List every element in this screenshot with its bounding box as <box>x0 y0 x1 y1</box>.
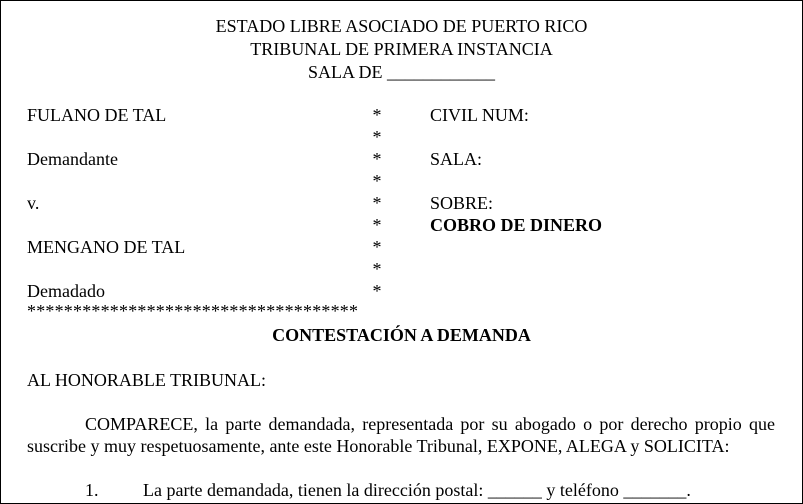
court-header-line-1: ESTADO LIBRE ASOCIADO DE PUERTO RICO <box>215 16 588 36</box>
caption-separator: ************************************ <box>27 301 359 321</box>
sobre-label: SOBRE: <box>430 193 494 213</box>
court-header-line-2: TRIBUNAL DE PRIMERA INSTANCIA <box>250 39 553 59</box>
defendant-name: MENGANO DE TAL <box>27 237 186 257</box>
plaintiff-name: FULANO DE TAL <box>27 105 167 125</box>
sala-label: SALA: <box>430 149 483 169</box>
caption-star: * <box>372 193 382 213</box>
sobre-value: COBRO DE DINERO <box>430 215 603 235</box>
plaintiff-role: Demandante <box>27 149 118 169</box>
salutation: AL HONORABLE TRIBUNAL: <box>27 370 266 390</box>
caption-star: * <box>372 237 382 257</box>
intro-paragraph: COMPARECE, la parte demandada, representada por su abogado o por derecho propio que suscribe y muy respetuosamente, ante este Honorable Tribunal, EXPONE, ALEGA y SOLICITA: <box>27 414 775 456</box>
caption-star: * <box>372 127 382 147</box>
versus: v. <box>27 193 40 213</box>
caption-star: * <box>372 105 382 125</box>
list-item-number: 1. <box>85 480 99 500</box>
defendant-role: Demadado <box>27 281 105 301</box>
caption-star: * <box>372 281 382 301</box>
court-header-line-3: SALA DE ____________ <box>307 62 495 82</box>
list-item-text: La parte demandada, tienen la dirección postal: ______ y teléfono _______. <box>143 480 691 500</box>
civil-num-label: CIVIL NUM: <box>430 105 529 125</box>
document-title: CONTESTACIÓN A DEMANDA <box>272 325 531 345</box>
caption-star: * <box>372 259 382 279</box>
caption-star: * <box>372 215 382 235</box>
caption-star: * <box>372 149 382 169</box>
caption-star: * <box>372 171 382 191</box>
